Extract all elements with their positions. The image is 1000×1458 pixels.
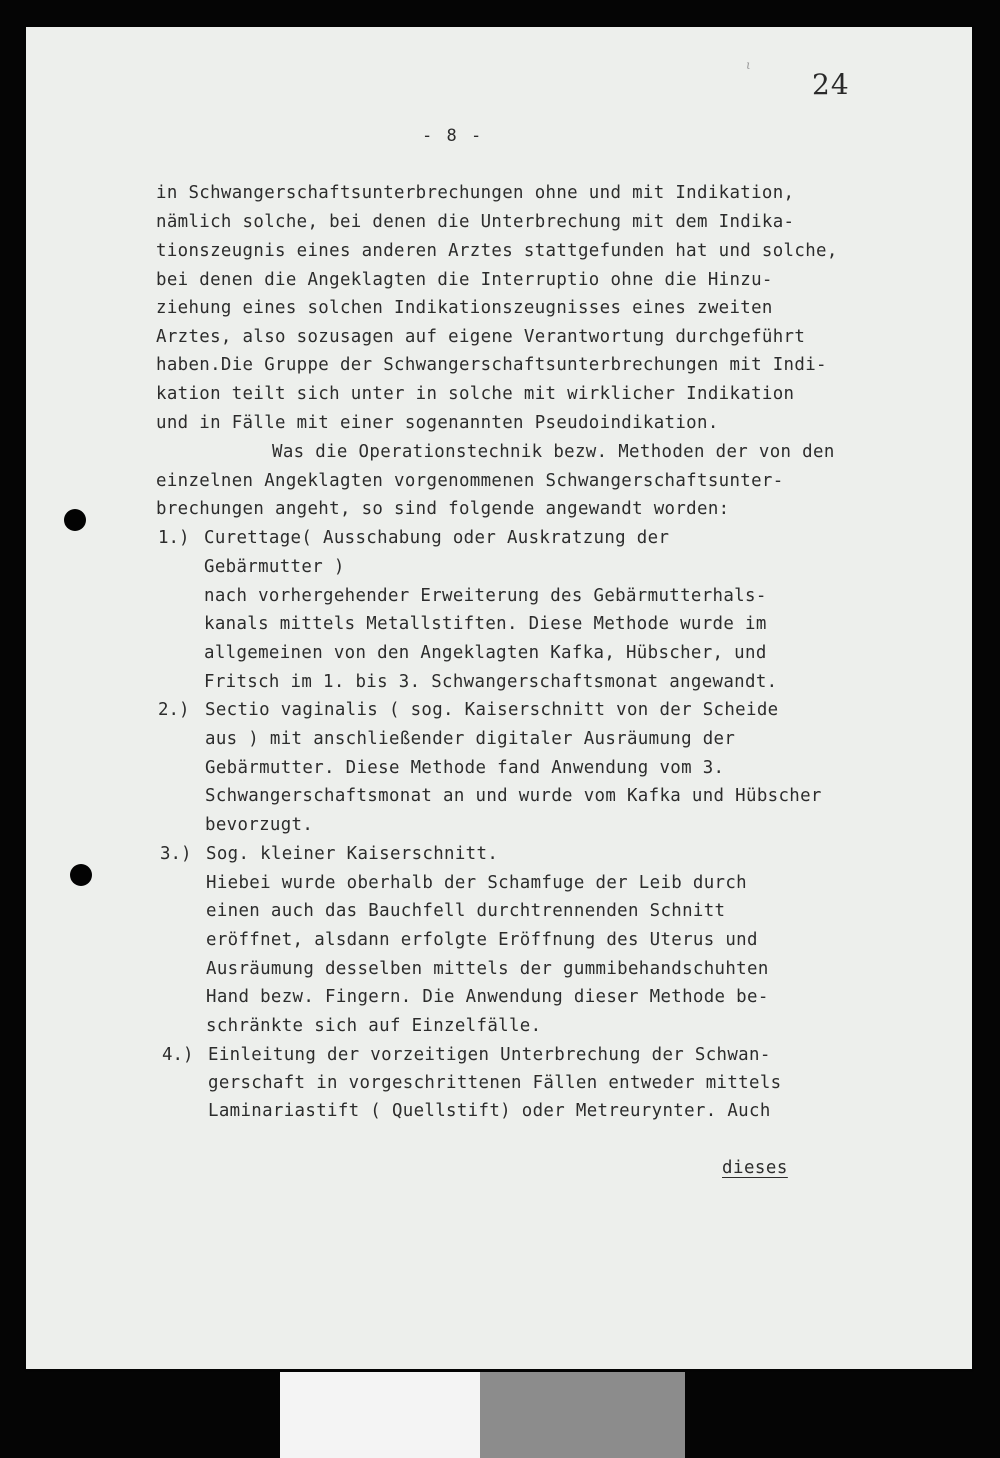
paragraph-1-line: tionszeugnis eines anderen Arztes stattgefunden hat und solche,: [156, 241, 838, 261]
list-item-line: eröffnet, alsdann erfolgte Eröffnung des Uterus und: [206, 930, 758, 950]
list-item-line: Sectio vaginalis ( sog. Kaiserschnitt von der Scheide: [205, 700, 779, 720]
list-item-line: Gebärmutter. Diese Methode fand Anwendung vom 3.: [205, 758, 725, 778]
list-item-number: 4.): [162, 1045, 194, 1065]
paragraph-1-line: bei denen die Angeklagten die Interruptio ohne die Hinzu-: [156, 270, 773, 290]
list-item-line: aus ) mit anschließender digitaler Ausräumung der: [205, 729, 736, 749]
list-item-line: Fritsch im 1. bis 3. Schwangerschaftsmonat angewandt.: [204, 672, 778, 692]
punch-hole: [70, 864, 92, 886]
list-item-line: Curettage( Ausschabung oder Auskratzung der: [204, 528, 670, 548]
paragraph-1-line: nämlich solche, bei denen die Unterbrechung mit dem Indika-: [156, 212, 795, 232]
paragraph-2-line: einzelnen Angeklagten vorgenommenen Schwangerschaftsunter-: [156, 471, 784, 491]
folio-number: 24: [812, 68, 850, 101]
list-item-line: kanals mittels Metallstiften. Diese Methode wurde im: [204, 614, 767, 634]
list-item-line: Schwangerschaftsmonat an und wurde vom Kafka und Hübscher: [205, 786, 822, 806]
list-item-number: 1.): [158, 528, 190, 548]
calibration-strip-white: [280, 1372, 480, 1458]
paragraph-1-line: in Schwangerschaftsunterbrechungen ohne und mit Indikation,: [156, 183, 795, 203]
paragraph-2-line: brechungen angeht, so sind folgende angewandt worden:: [156, 499, 730, 519]
pencil-mark: ι: [746, 58, 751, 72]
list-item-line: bevorzugt.: [205, 815, 314, 835]
list-item-number: 3.): [160, 844, 192, 864]
catchword: dieses: [722, 1158, 788, 1178]
list-item-line: Laminariastift ( Quellstift) oder Metreurynter. Auch: [208, 1101, 771, 1121]
paragraph-1-line: haben.Die Gruppe der Schwangerschaftsunterbrechungen mit Indi-: [156, 355, 827, 375]
punch-hole: [64, 509, 86, 531]
page-number: - 8 -: [422, 126, 484, 146]
calibration-strip-grey: [480, 1372, 685, 1458]
list-item-number: 2.): [158, 700, 190, 720]
list-item-line: Hiebei wurde oberhalb der Schamfuge der Leib durch: [206, 873, 748, 893]
list-item-line: einen auch das Bauchfell durchtrennenden Schnitt: [206, 901, 726, 921]
list-item-line: Hand bezw. Fingern. Die Anwendung dieser Methode be-: [206, 987, 769, 1007]
paragraph-1-line: Arztes, also sozusagen auf eigene Verantwortung durchgeführt: [156, 327, 806, 347]
list-item-line: allgemeinen von den Angeklagten Kafka, Hübscher, und: [204, 643, 767, 663]
paragraph-1-line: ziehung eines solchen Indikationszeugnisses eines zweiten: [156, 298, 773, 318]
paragraph-1-line: und in Fälle mit einer sogenannten Pseudoindikation.: [156, 413, 719, 433]
list-item-line: Gebärmutter ): [204, 557, 345, 577]
list-item-line: schränkte sich auf Einzelfälle.: [206, 1016, 542, 1036]
paragraph-2-line: Was die Operationstechnik bezw. Methoden der von den: [272, 442, 835, 462]
list-item-line: gerschaft in vorgeschrittenen Fällen entweder mittels: [208, 1073, 782, 1093]
paragraph-1-line: kation teilt sich unter in solche mit wirklicher Indikation: [156, 384, 795, 404]
list-item-line: Einleitung der vorzeitigen Unterbrechung der Schwan-: [208, 1045, 771, 1065]
list-item-line: nach vorhergehender Erweiterung des Gebärmutterhals-: [204, 586, 767, 606]
list-item-line: Sog. kleiner Kaiserschnitt.: [206, 844, 499, 864]
list-item-line: Ausräumung desselben mittels der gummibehandschuhten: [206, 959, 769, 979]
